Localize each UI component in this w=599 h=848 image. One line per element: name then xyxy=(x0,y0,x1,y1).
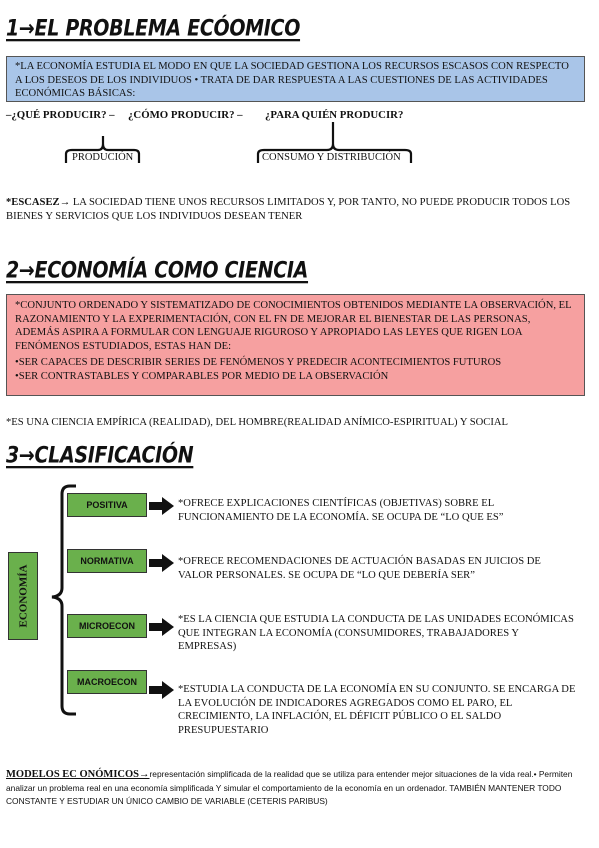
microecon-description: *ES LA CIENCIA QUE ESTUDIA LA CONDUCTA DE LAS UNIDADES ECONÓMICAS QUE INTEGRAN LA ECONOMÍA (CONSUMIDORES, TRABAJADORES Y EMPRESAS) xyxy=(178,614,574,652)
production-label: PRODUCIÓN xyxy=(72,152,134,163)
normativa-description: *OFRECE RECOMENDACIONES DE ACTUACIÓN BASADAS EN JUICIOS DE VALOR PERSONALES. SE OCUPA DE “LO QUE DEBERÍA SER” xyxy=(178,556,541,581)
question-for-whom: ¿PARA QUIÉN PRODUCIR? xyxy=(265,109,404,121)
scarcity-text: → LA SOCIEDAD TIENE UNOS RECURSOS LIMITADOS Y, POR TANTO, NO PUEDE PRODUCIR TODOS LOS BIENES Y SERVICIOS QUE LOS INDIVIDUOS DESEAN TENER xyxy=(6,197,571,222)
science-definition-text: *CONJUNTO ORDENADO Y SISTEMATIZADO DE CONOCIMIENTOS OBTENIDOS MEDIANTE LA OBSERVACIÓN, EL RAZONAMIENTO Y LA EXPERIMENTACIÓN, CON EL FN DE MEJORAR EL BIENESTAR DE LAS PERSONAS, ADEMÁS ASPIRA A FORMULAR CON LENGUAJE RIGUROSO Y APROPIADO LAS LEYES QUE RIGEN LOA FENÓMENOS ESTUDIADOS, ESTAS HAN DE: xyxy=(15,300,572,352)
economia-root-label: ECONOMÍA xyxy=(17,564,30,628)
scarcity-term: *ESCASEZ xyxy=(6,197,60,208)
microecon-box xyxy=(67,614,147,638)
section1-heading: 1→EL PROBLEMA ECÓOMICO xyxy=(6,16,301,42)
macroecon-label: MACROECON xyxy=(77,677,137,687)
economic-models-term: MODELOS EC ONÓMICOS→ xyxy=(6,769,150,780)
section3-heading: 3→CLASIFICACIÓN xyxy=(6,443,194,469)
macroecon-description: *ESTUDIA LA CONDUCTA DE LA ECONOMÍA EN SU CONJUNTO. SE ENCARGA DE LA EVOLUCIÓN DE INDICADORES AGREGADOS COMO EL PARO, EL CRECIMIENTO, LA INFLACIÓN, EL DÉFICIT PÚBLICO O EL SALDO PRESUPUESTARIO xyxy=(178,684,576,736)
empirical-science-note: *ES UNA CIENCIA EMPÍRICA (REALIDAD), DEL HOMBRE(REALIDAD ANÍMICO-ESPIRITUAL) Y SOCIAL xyxy=(6,417,509,428)
economics-definition-box xyxy=(6,56,585,102)
question-what: –¿QUÉ PRODUCIR? – xyxy=(6,109,115,121)
ceteris-paribus-text: TAMBIÉN MANTENER TODO CONSTANTE Y ESTUDIAR UN ÚNICO CAMBIO DE VARIABLE (CETERIS PARIBUS) xyxy=(6,782,562,806)
arrow-right-icon xyxy=(148,496,176,516)
economic-models-text: representación simplificada de la realidad que se utiliza para entender mejor situaciones de la vida real.• Permiten analizar un problema real en una economía simplificada Y simular el comportamiento de la economía en un ordenador. xyxy=(6,769,573,793)
science-bullet-2: •SER CONTRASTABLES Y COMPARABLES POR MEDIO DE LA OBSERVACIÓN xyxy=(15,370,389,382)
arrow-right-icon xyxy=(148,553,176,573)
section2-heading: 2→ECONOMÍA COMO CIENCIA xyxy=(6,258,309,284)
arrow-right-icon xyxy=(148,680,176,700)
positiva-description: *OFRECE EXPLICACIONES CIENTÍFICAS (OBJETIVAS) SOBRE EL FUNCIONAMIENTO DE LA ECONOMÍA. SE OCUPA DE “LO QUE ES” xyxy=(178,498,504,523)
consumption-label: CONSUMO Y DISTRIBUCIÓN xyxy=(262,152,401,163)
normativa-box xyxy=(67,549,147,573)
macroecon-box xyxy=(67,670,147,694)
positiva-label: POSITIVA xyxy=(86,500,128,510)
scarcity-paragraph xyxy=(6,196,586,224)
science-bullet-1: •SER CAPACES DE DESCRIBIR SERIES DE FENÓMENOS Y PREDECIR ACONTECIMIENTOS FUTUROS xyxy=(15,357,502,368)
normativa-label: NORMATIVA xyxy=(80,556,134,566)
positiva-box xyxy=(67,493,147,517)
question-how: ¿CÓMO PRODUCIR? – xyxy=(128,109,243,121)
arrow-right-icon xyxy=(148,617,176,637)
science-definition-box xyxy=(6,294,585,396)
microecon-label: MICROECON xyxy=(79,621,135,631)
economics-definition-text: *LA ECONOMÍA ESTUDIA EL MODO EN QUE LA SOCIEDAD GESTIONA LOS RECURSOS ESCASOS CON RESPECTO A LOS DESEOS DE LOS INDIVIDUOS • TRATA DE DAR RESPUESTA A LAS CUESTIONES DE LAS ACTIVIDADES ECONÓMICAS BÁSICAS: xyxy=(15,61,569,99)
economic-models-paragraph xyxy=(6,768,594,809)
economia-root-box xyxy=(8,552,38,640)
